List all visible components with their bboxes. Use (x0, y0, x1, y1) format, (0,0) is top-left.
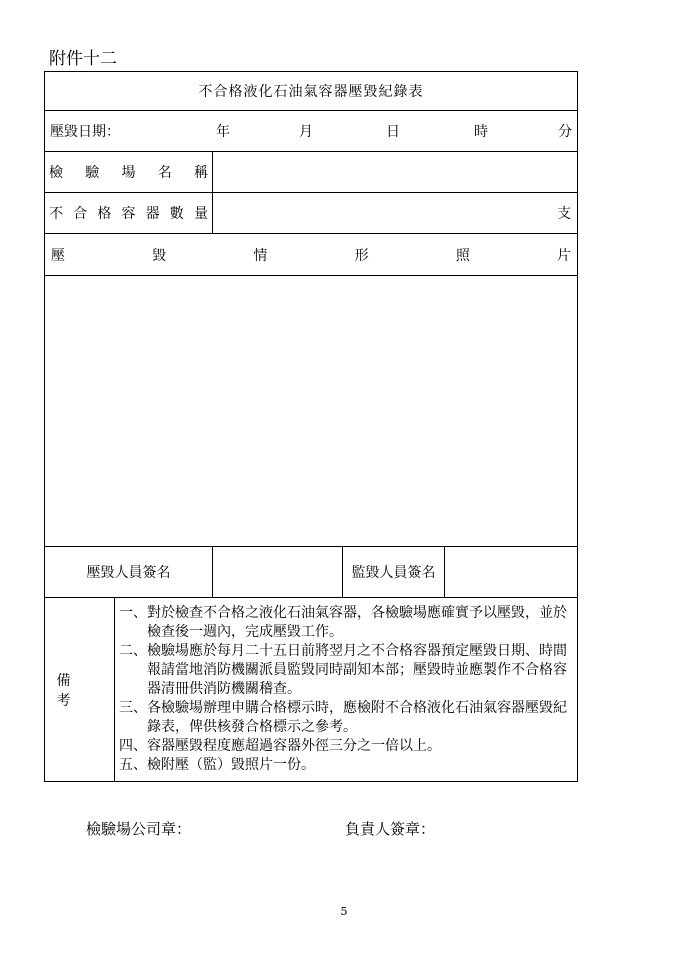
destruction-date-label: 壓毀日期： (50, 124, 120, 140)
responsible-person-sign-label: 負責人簽章： (345, 820, 436, 838)
destruction-date-row (45, 111, 578, 152)
date-hour: 時 (474, 124, 488, 140)
remarks-content (115, 598, 578, 782)
supervisor-signature-label: 監毀人員簽名 (343, 547, 445, 598)
supervisor-signature-field[interactable] (445, 547, 578, 598)
date-day: 日 (386, 124, 400, 140)
quantity-unit: 支 (557, 206, 572, 222)
remark-item: 五、 檢附壓（監）毀照片一份。 (119, 757, 315, 773)
company-seal-label: 檢驗場公司章： (86, 820, 192, 838)
date-minute: 分 (558, 124, 573, 140)
attachment-label: 附件十二 (49, 49, 117, 69)
page-number: 5 (340, 905, 348, 918)
date-year: 年 (216, 124, 230, 140)
photo-header: 壓 毀 情 形 照 片 (45, 234, 578, 276)
remark-item: 二、 檢驗場應於每月二十五日前將翌月之不合格容器預定壓毀日期、時間報請當地消防機關派員監毀同時副知本部；壓毀時並應製作不合格容器清冊供消防機關稽查。 (119, 643, 567, 697)
station-name-label: 檢 驗 場 名 稱 (45, 152, 213, 193)
date-month: 月 (299, 124, 313, 140)
form-title: 不合格液化石油氣容器壓毀紀錄表 (45, 72, 578, 111)
remark-item: 四、 容器壓毀程度應超過容器外徑三分之一倍以上。 (119, 738, 441, 754)
quantity-label: 不 合 格 容 器 數 量 (45, 193, 213, 234)
remark-item: 一、 對於檢查不合格之液化石油氣容器，各檢驗場應確實予以壓毀，並於檢查後一週內，完成壓毀工作。 (119, 605, 567, 640)
quantity-field[interactable] (213, 193, 578, 234)
remark-item: 三、 各檢驗場辦理申購合格標示時，應檢附不合格液化石油氣容器壓毀紀錄表，俾供核發合格標示之參考。 (119, 700, 567, 735)
destroyer-signature-label: 壓毀人員簽名 (45, 547, 213, 598)
photo-area[interactable] (45, 276, 578, 547)
destruction-record-form (44, 71, 578, 782)
destroyer-signature-field[interactable] (213, 547, 343, 598)
station-name-field[interactable] (213, 152, 578, 193)
remarks-label: 備考 (45, 598, 115, 782)
